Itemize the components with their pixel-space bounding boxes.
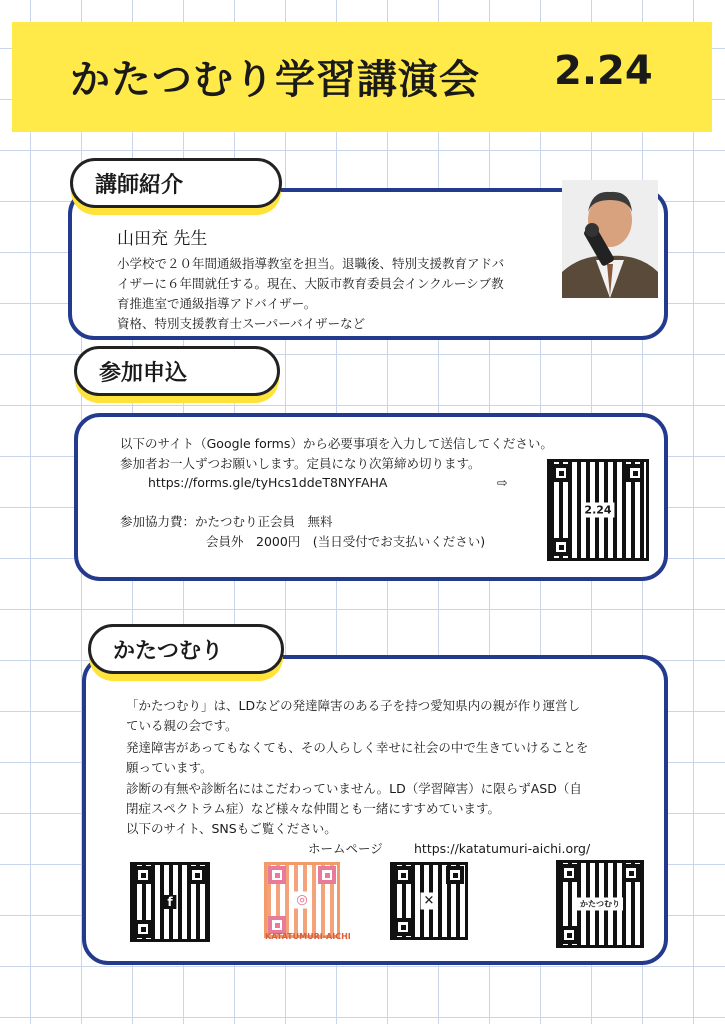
apply-tag: 参加申込 (74, 346, 280, 396)
fee-nonmember: 会員外 2000円 (当日受付でお支払いください) (206, 534, 486, 549)
homepage-label: ホームページ (308, 841, 383, 856)
speaker-bio-line: イザーに６年間就任する。現在、大阪市教育委員会インクルーシブ教 (117, 276, 504, 291)
about-line: 「かたつむり」は、LDなどの発達障害のある子を持つ愛知県内の親が作り運営し (126, 698, 581, 713)
about-line: 以下のサイト、SNSもご覧ください。 (126, 821, 337, 836)
instagram-icon: ◎ (293, 892, 310, 909)
arrow-right-icon: ⇨ (497, 475, 508, 490)
speaker-name: 山田充 先生 (117, 229, 208, 249)
apply-line: 以下のサイト（Google forms）から必要事項を入力して送信してください。 (120, 436, 553, 451)
apply-qr-code[interactable] (547, 459, 649, 561)
homepage-qr-code[interactable] (556, 860, 644, 948)
fee-member: 参加協力費：かたつむり正会員 無料 (120, 514, 333, 529)
qr-label: 2.24 (581, 503, 614, 518)
homepage-link[interactable]: https://katatumuri-aichi.org/ (414, 841, 591, 856)
speaker-bio-line: 資格、特別支援教育士スーパーバイザーなど (117, 316, 366, 331)
speaker-tag: 講師紹介 (70, 158, 282, 208)
hp-qr-label: かたつむり (577, 898, 623, 911)
apply-form-link[interactable]: https://forms.gle/tyHcs1ddeT8NYFAHA (148, 475, 388, 490)
speaker-photo (562, 180, 658, 298)
about-line: 診断の有無や診断名にはこだわっていません。LD（学習障害）に限らずASD（自 (126, 781, 582, 796)
x-logo-icon: ✕ (421, 893, 438, 910)
about-line: 願っています。 (126, 760, 213, 775)
speaker-bio-line: 小学校で２０年間通級指導教室を担当。退職後、特別支援教育アドバ (117, 256, 505, 271)
about-tag: かたつむり (88, 624, 284, 674)
about-line: ている親の会です。 (126, 718, 238, 733)
facebook-qr-code[interactable] (130, 862, 210, 942)
about-line: 閉症スペクトラム症）など様々な仲間とも一緒にすすめています。 (126, 801, 501, 816)
event-date: 2.24 (554, 48, 653, 94)
speaker-bio-line: 育推進室で通級指導アドバイザー。 (117, 296, 317, 311)
facebook-icon: f (163, 895, 176, 909)
about-line: 発達障害があってもなくても、その人らしく幸せに社会の中で生きていけることを (126, 740, 589, 755)
instagram-qr-code[interactable] (264, 862, 340, 938)
x-qr-code[interactable] (390, 862, 468, 940)
apply-line: 参加者お一人ずつお願いします。定員になり次第締め切ります。 (120, 456, 481, 471)
header-banner (12, 22, 712, 132)
event-title: かたつむり学習講演会 (70, 57, 480, 103)
instagram-caption: KATATUMURI-AICHI (265, 932, 351, 941)
